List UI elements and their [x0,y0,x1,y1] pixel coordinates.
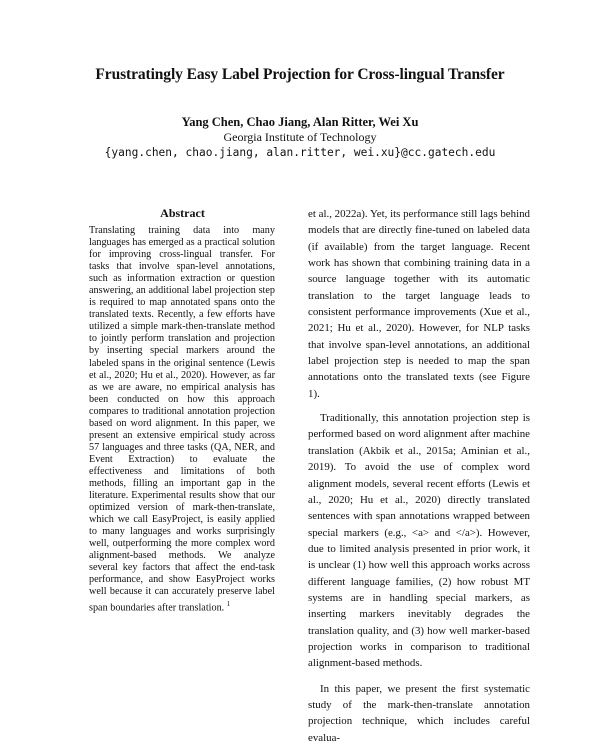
author-emails: {yang.chen, chao.jiang, alan.ritter, wei.xu}@cc.gatech.edu [104,146,496,159]
intro-paragraph-3: In this paper, we present the first systematic study of the mark-then-translate annotation projection technique, which includes careful evalua- [308,682,530,744]
paper-authors: Yang Chen, Chao Jiang, Alan Ritter, Wei Xu [181,115,419,129]
paper-title: Frustratingly Easy Label Projection for Cross-lingual Transfer [95,66,505,83]
intro-paragraph-1: et al., 2022a). Yet, its performance still lags behind models that are directly fine-tuned on labeled data (if available) from the target language. Recent work has shown that combining training data in a source language together with its automatic translation to the target language leads to consistent performance improvements (Xue et al., 2021; Hu et al., 2020). However, for NLP tasks that involve span-level annotations, an additional label projection step is needed to map the span annotations onto the translated texts (see Figure 1). [308,208,530,400]
footnote-mark: 1 [226,600,231,609]
intro-paragraph-2: Traditionally, this annotation projection step is performed based on word alignment after machine translation (Akbik et al., 2015a; Aminian et al., 2019). To avoid the use of complex word alignment models, several recent efforts (Lewis et al., 2020; Hu et al., 2020) directly translated sentences with span annotations wrapped between special markers (e.g., <a> and </a>). However, due to limited analysis presented in prior work, it is unclear (1) how well this approach works across different language families, (2) how robust MT systems are in handling special markers, as inserting markers inevitably degrades the translation quality, and (3) how well marker-based projection works in comparison to traditional alignment-based methods. [308,412,530,670]
abstract-text: Translating training data into many languages has emerged as a practical solution for improving cross-lingual transfer. For tasks that involve span-level annotations, such as information extraction or question answering, an additional label projection step is required to map annotated spans onto the translated texts. Recently, a few efforts have utilized a simple mark-then-translate method to jointly perform translation and projection by inserting special markers around the labeled spans in the original sentence (Lewis et al., 2020; Hu et al., 2020). However, as far as we are aware, no empirical analysis has been conducted on how this approach compares to traditional annotation projection based on word alignment. In this paper, we present an extensive empirical study across 57 languages and three tasks (QA, NER, and Event Extraction) to evaluate the effectiveness and limitations of both methods, filling an important gap in the literature. Experimental results show that our optimized version of mark-then-translate, which we call EasyProject, is easily applied to many languages and works surprisingly well, outperforming the more complex word alignment-based methods. We analyze several key factors that affect the end-task performance, and show EasyProject works well because it can accurately preserve label span boundaries after translation. [89,225,275,614]
abstract-body [89,225,275,614]
right-column [308,206,530,744]
affiliation: Georgia Institute of Technology [223,130,377,144]
abstract-heading: Abstract [160,206,205,220]
